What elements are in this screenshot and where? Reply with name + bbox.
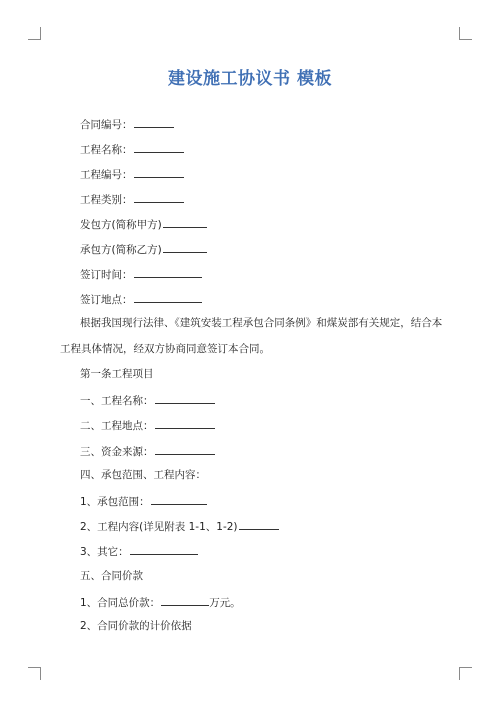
crop-mark-bottom-left: [28, 667, 41, 680]
item-label: 二、工程地点：: [80, 420, 154, 432]
field-label: 发包方(简称甲方): [80, 219, 162, 231]
section-heading: 五、合同价款: [80, 570, 143, 582]
field-sign-place: [80, 291, 202, 307]
section-heading: 四、承包范围、工程内容：: [80, 469, 206, 481]
blank-line[interactable]: [134, 266, 202, 278]
blank-line[interactable]: [134, 166, 184, 178]
unit-label: 万元。: [209, 597, 241, 609]
blank-line[interactable]: [134, 116, 174, 128]
item-label: 1、合同总价款：: [80, 597, 161, 609]
blank-line[interactable]: [151, 493, 207, 505]
blank-line[interactable]: [163, 241, 207, 253]
field-label: 签订地点：: [80, 294, 133, 306]
list-item: [80, 392, 215, 408]
paragraph-line-2: 工程具体情况，经双方协商同意签订本合同。: [60, 343, 270, 355]
crop-mark-bottom-right: [459, 667, 472, 680]
list-item: [80, 518, 279, 534]
field-sign-date: [80, 266, 202, 282]
document-title: 建设施工协议书 模板: [168, 69, 332, 89]
crop-mark-top-left: [28, 27, 41, 40]
field-project-name: [80, 141, 184, 157]
item-label: 3、其它：: [80, 546, 129, 558]
list-item: [80, 594, 241, 610]
field-party-b: [80, 241, 207, 257]
item-label: 2、工程内容(详见附表 1-1、1-2): [80, 521, 238, 533]
list-item: [80, 493, 207, 509]
field-party-a: [80, 216, 207, 232]
field-label: 工程编号：: [80, 169, 133, 181]
item-label: 一、工程名称：: [80, 395, 154, 407]
paragraph-line-1: 根据我国现行法律、《建筑安装工程承包合同条例》和煤炭部有关规定，结合本: [80, 317, 443, 329]
section-heading: 第一条工程项目: [80, 368, 154, 380]
list-item: [80, 543, 198, 559]
field-project-number: [80, 166, 184, 182]
item-label: 三、资金来源：: [80, 446, 154, 458]
blank-line[interactable]: [155, 392, 215, 404]
blank-line[interactable]: [163, 216, 207, 228]
blank-line[interactable]: [134, 141, 184, 153]
crop-mark-top-right: [459, 27, 472, 40]
blank-line[interactable]: [155, 417, 215, 429]
list-item: 2、合同价款的计价依据: [80, 620, 192, 632]
blank-line[interactable]: [130, 543, 198, 555]
field-label: 合同编号：: [80, 119, 133, 131]
list-item: [80, 443, 215, 459]
field-label: 工程名称：: [80, 144, 133, 156]
blank-line[interactable]: [134, 291, 202, 303]
field-label: 签订时间：: [80, 269, 133, 281]
blank-line[interactable]: [239, 518, 279, 530]
blank-line[interactable]: [134, 191, 184, 203]
blank-line[interactable]: [155, 443, 215, 455]
field-project-category: [80, 191, 184, 207]
blank-line[interactable]: [161, 594, 209, 606]
field-label: 承包方(简称乙方): [80, 244, 162, 256]
field-label: 工程类别：: [80, 194, 133, 206]
item-label: 1、承包范围：: [80, 496, 150, 508]
field-contract-number: [80, 116, 174, 132]
list-item: [80, 417, 215, 433]
